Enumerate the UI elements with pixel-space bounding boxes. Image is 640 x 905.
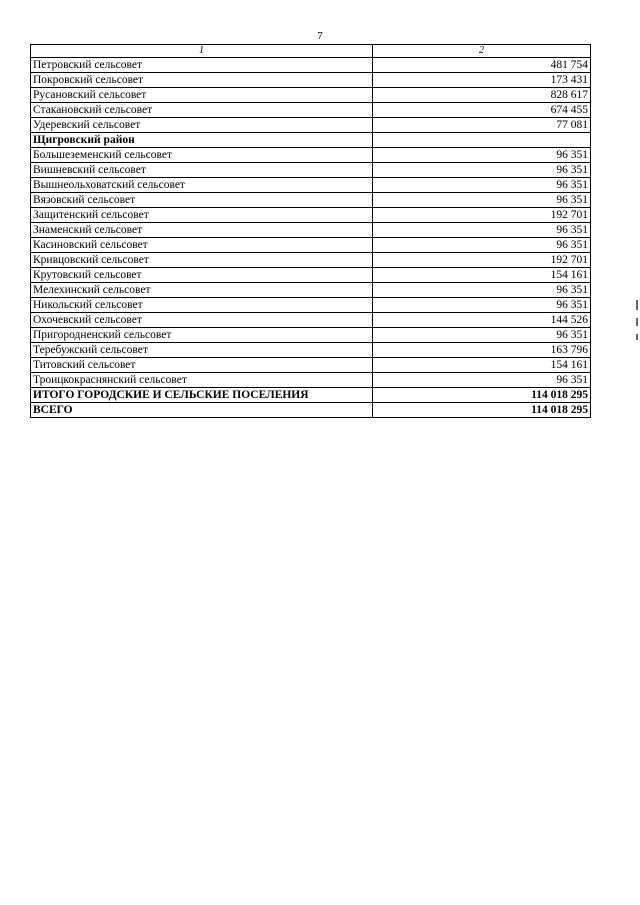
row-value-cell: 674 455 <box>373 103 591 118</box>
scan-artifact <box>636 318 638 326</box>
table-row <box>31 358 591 373</box>
row-name-cell: Охочевский сельсовет <box>31 313 373 328</box>
row-value-cell: 114 018 295 <box>373 403 591 418</box>
row-value-cell: 173 431 <box>373 73 591 88</box>
table-row <box>31 268 591 283</box>
table-header-row <box>31 45 591 58</box>
row-name-cell: Титовский сельсовет <box>31 358 373 373</box>
row-value-cell: 77 081 <box>373 118 591 133</box>
row-name-cell: Никольский сельсовет <box>31 298 373 313</box>
row-value-cell: 96 351 <box>373 163 591 178</box>
table-row <box>31 178 591 193</box>
row-value-cell: 192 701 <box>373 208 591 223</box>
table-row <box>31 328 591 343</box>
row-value-cell: 96 351 <box>373 178 591 193</box>
table-row <box>31 403 591 418</box>
row-value-cell: 96 351 <box>373 373 591 388</box>
table-row <box>31 103 591 118</box>
table-row <box>31 253 591 268</box>
row-name-cell: Вязовский сельсовет <box>31 193 373 208</box>
row-name-cell: Троицкокраснянский сельсовет <box>31 373 373 388</box>
table-row <box>31 223 591 238</box>
row-name-cell: Щигровский район <box>31 133 373 148</box>
row-value-cell: 96 351 <box>373 148 591 163</box>
table-row <box>31 73 591 88</box>
row-name-cell: ВСЕГО <box>31 403 373 418</box>
row-name-cell: Вишневский сельсовет <box>31 163 373 178</box>
table-row <box>31 118 591 133</box>
row-name-cell: Русановский сельсовет <box>31 88 373 103</box>
table-row <box>31 373 591 388</box>
table-row <box>31 193 591 208</box>
row-value-cell: 163 796 <box>373 343 591 358</box>
row-value-cell: 96 351 <box>373 193 591 208</box>
row-value-cell: 96 351 <box>373 328 591 343</box>
row-value-cell: 154 161 <box>373 358 591 373</box>
row-name-cell: Петровский сельсовет <box>31 58 373 73</box>
table-row <box>31 283 591 298</box>
row-value-cell: 828 617 <box>373 88 591 103</box>
column-header-2: 2 <box>373 45 591 58</box>
row-name-cell: Касиновский сельсовет <box>31 238 373 253</box>
row-name-cell: Знаменский сельсовет <box>31 223 373 238</box>
table-row <box>31 313 591 328</box>
table-row <box>31 88 591 103</box>
table-row <box>31 133 591 148</box>
row-value-cell: 114 018 295 <box>373 388 591 403</box>
row-name-cell: Вышнеольховатский сельсовет <box>31 178 373 193</box>
row-name-cell: Удеревский сельсовет <box>31 118 373 133</box>
row-value-cell <box>373 133 591 148</box>
row-name-cell: Большеземенский сельсовет <box>31 148 373 163</box>
row-value-cell: 192 701 <box>373 253 591 268</box>
row-value-cell: 144 526 <box>373 313 591 328</box>
row-name-cell: Крутовский сельсовет <box>31 268 373 283</box>
table-row <box>31 208 591 223</box>
table-row <box>31 343 591 358</box>
row-name-cell: Покровский сельсовет <box>31 73 373 88</box>
column-header-1: 1 <box>31 45 373 58</box>
row-name-cell: Пригородненский сельсовет <box>31 328 373 343</box>
row-value-cell: 96 351 <box>373 298 591 313</box>
scan-artifact <box>636 334 638 340</box>
row-value-cell: 96 351 <box>373 223 591 238</box>
row-value-cell: 96 351 <box>373 283 591 298</box>
table-row <box>31 58 591 73</box>
table-row <box>31 388 591 403</box>
row-name-cell: Кривцовский сельсовет <box>31 253 373 268</box>
row-name-cell: Теребужский сельсовет <box>31 343 373 358</box>
table-row <box>31 298 591 313</box>
table-row <box>31 163 591 178</box>
row-value-cell: 96 351 <box>373 238 591 253</box>
scan-artifact <box>636 300 638 310</box>
row-name-cell: Защитенский сельсовет <box>31 208 373 223</box>
table-row <box>31 238 591 253</box>
page-number: 7 <box>317 30 323 42</box>
allocation-table <box>30 44 591 418</box>
row-value-cell: 481 754 <box>373 58 591 73</box>
row-name-cell: Мелехинский сельсовет <box>31 283 373 298</box>
row-name-cell: ИТОГО ГОРОДСКИЕ И СЕЛЬСКИЕ ПОСЕЛЕНИЯ <box>31 388 373 403</box>
row-name-cell: Стакановский сельсовет <box>31 103 373 118</box>
table-row <box>31 148 591 163</box>
row-value-cell: 154 161 <box>373 268 591 283</box>
